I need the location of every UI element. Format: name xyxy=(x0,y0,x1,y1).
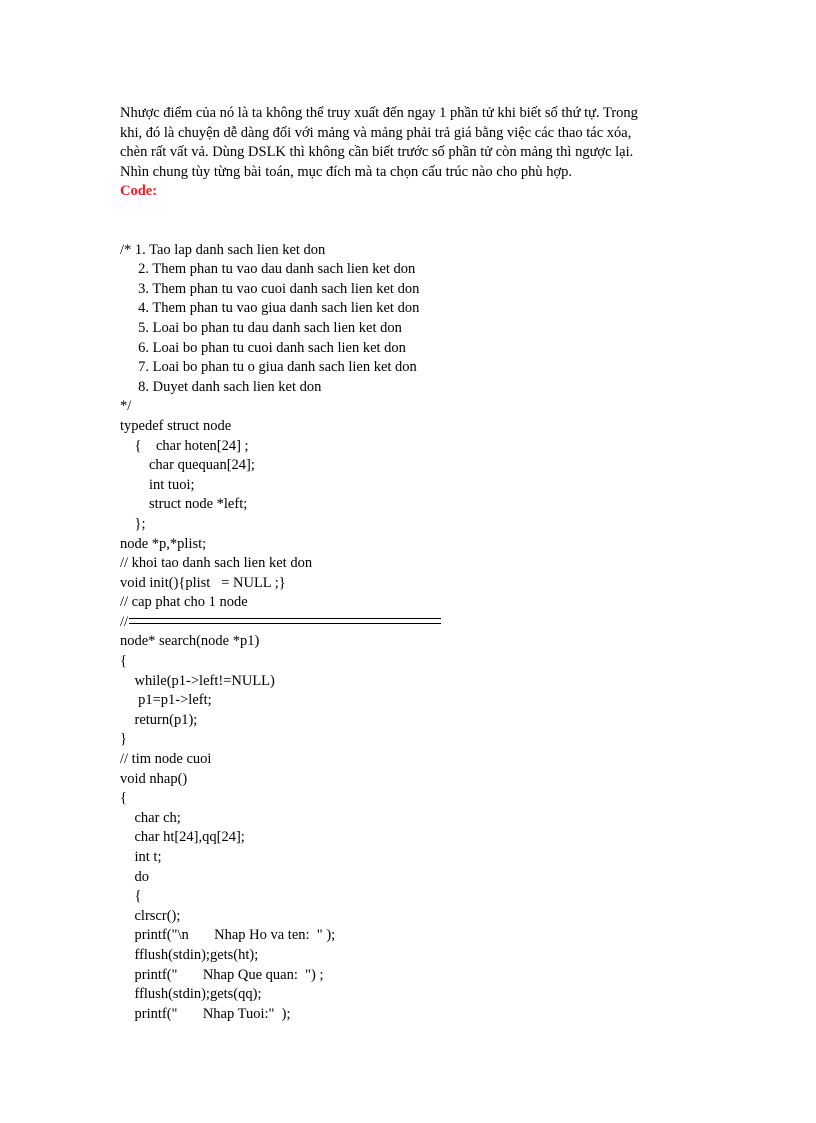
code-line: // cap phat cho 1 node xyxy=(120,594,248,611)
code-line: */ xyxy=(120,398,132,415)
code-line: while(p1->left!=NULL) xyxy=(120,672,275,689)
code-line xyxy=(120,221,720,241)
code-line: { xyxy=(120,888,142,905)
code-line: char ch; xyxy=(120,809,181,826)
code-line: clrscr(); xyxy=(120,907,181,924)
code-line: int t; xyxy=(120,849,162,865)
code-line: 2. Them phan tu vao dau danh sach lien ket don xyxy=(120,261,416,278)
code-line: 5. Loai bo phan tu dau danh sach lien ket don xyxy=(120,319,402,336)
code-heading: Code: xyxy=(120,183,158,200)
code-line: // tim node cuoi xyxy=(120,751,212,768)
code-line: return(p1); xyxy=(120,711,198,728)
code-line: 4. Them phan tu vao giua danh sach lien ket don xyxy=(120,300,420,317)
code-line: int tuoi; xyxy=(120,476,195,493)
separator-comment: // xyxy=(120,613,129,630)
intro-line: Nhược điểm của nó là ta không thể truy xuất đến ngay 1 phần tử khi biết số thứ tự. Trong xyxy=(120,105,638,121)
code-line: { char hoten[24] ; xyxy=(120,437,249,454)
separator-line xyxy=(120,613,720,633)
code-line: void nhap() xyxy=(120,770,188,787)
intro-line: chèn rất vất vả. Dùng DSLK thì không cần biết trước số phần tử còn mảng thì ngược lại. xyxy=(120,144,634,161)
code-line: node *p,*plist; xyxy=(120,535,207,552)
code-line: printf(" Nhap Que quan: ") ; xyxy=(120,966,324,983)
code-line: do xyxy=(120,868,149,885)
code-line: } xyxy=(120,731,127,748)
code-line: typedef struct node xyxy=(120,417,232,434)
code-line: }; xyxy=(120,515,146,532)
code-line: char quequan[24]; xyxy=(120,457,255,474)
code-line: /* 1. Tao lap danh sach lien ket don xyxy=(120,241,326,258)
code-line: node* search(node *p1) xyxy=(120,633,260,650)
code-line: struct node *left; xyxy=(120,496,248,513)
code-line: p1=p1->left; xyxy=(120,692,212,709)
intro-paragraph xyxy=(120,104,700,202)
code-line: fflush(stdin);gets(ht); xyxy=(120,946,259,963)
code-block xyxy=(120,221,720,1024)
code-line: fflush(stdin);gets(qq); xyxy=(120,986,262,1003)
code-line: void init(){plist = NULL ;} xyxy=(120,574,286,591)
code-line: { xyxy=(120,790,127,807)
intro-line: khi, đó là chuyện dễ dàng đối với mảng và mảng phải trả giá bằng việc các thao tác xóa, xyxy=(120,124,632,141)
code-line: 8. Duyet danh sach lien ket don xyxy=(120,378,322,395)
code-line: 6. Loai bo phan tu cuoi danh sach lien ket don xyxy=(120,339,406,356)
separator-rule xyxy=(129,618,441,624)
code-line: 3. Them phan tu vao cuoi danh sach lien ket don xyxy=(120,280,420,297)
code-line: 7. Loai bo phan tu o giua danh sach lien ket don xyxy=(120,359,417,376)
code-line: // khoi tao danh sach lien ket don xyxy=(120,555,313,572)
code-line: printf(" Nhap Tuoi:" ); xyxy=(120,1005,291,1022)
code-line: char ht[24],qq[24]; xyxy=(120,829,245,846)
code-line: { xyxy=(120,653,127,670)
code-line: printf("\n Nhap Ho va ten: " ); xyxy=(120,927,336,944)
intro-line: Nhìn chung tùy từng bài toán, mục đích mà ta chọn cấu trúc nào cho phù hợp. xyxy=(120,163,573,180)
